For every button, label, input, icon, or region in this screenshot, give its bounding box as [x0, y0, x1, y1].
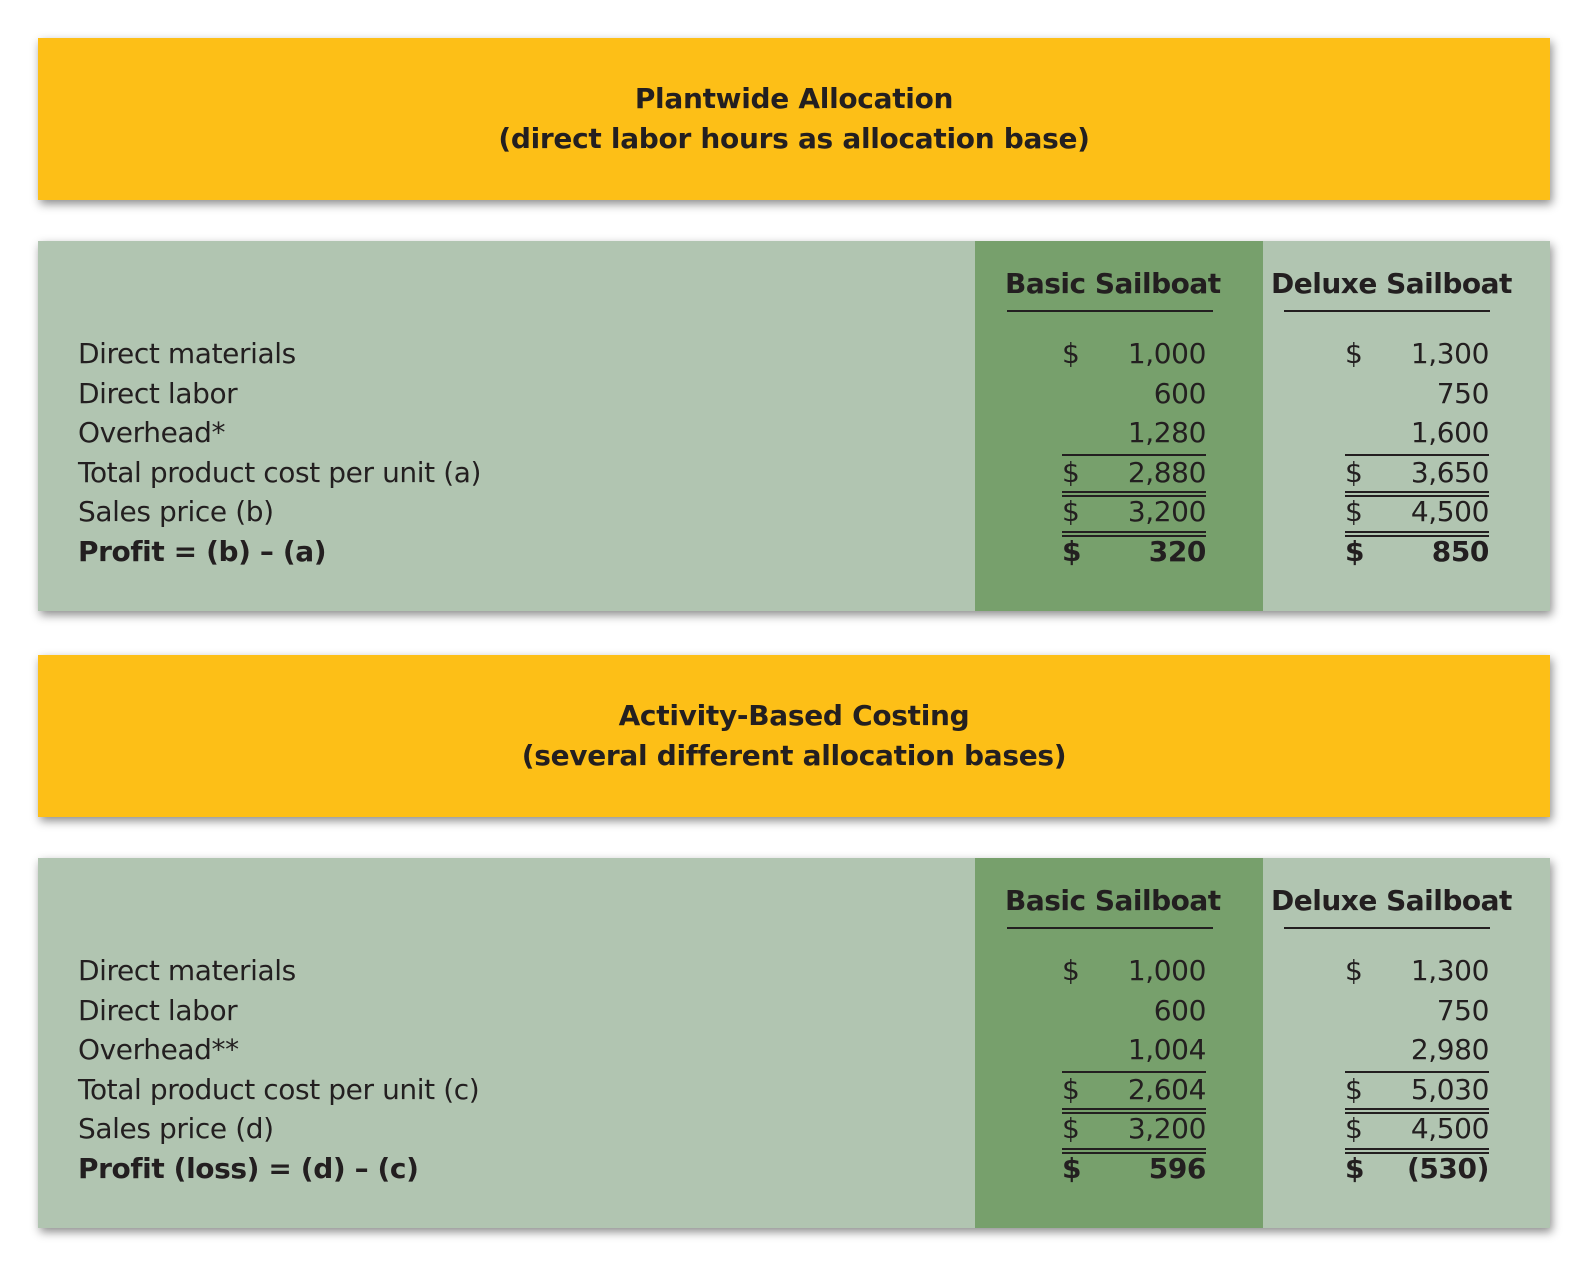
banner-title: Plantwide Allocation — [634, 82, 954, 115]
basic-profit-value: $ 596 — [1062, 1152, 1206, 1185]
basic-overhead-value: 1,280 — [1127, 416, 1206, 449]
row-label-total-product-cost: Total product cost per unit (c) — [78, 1073, 480, 1106]
basic-direct-labor-value: 600 — [1153, 377, 1206, 410]
deluxe-total-cost-value: $ 5,030 — [1345, 1073, 1489, 1106]
basic-sales-price-value: $ 3,200 — [1062, 1112, 1206, 1145]
deluxe-direct-labor-value: 750 — [1436, 994, 1489, 1027]
activity-based-costing-banner — [38, 655, 1550, 817]
column-header-basic-sailboat: Basic Sailboat — [1005, 267, 1221, 300]
row-label-sales-price: Sales price (b) — [78, 495, 274, 528]
row-label-total-product-cost: Total product cost per unit (a) — [78, 456, 482, 489]
deluxe-profit-value: $ 850 — [1345, 535, 1489, 568]
column-header-deluxe-sailboat: Deluxe Sailboat — [1271, 267, 1512, 300]
basic-direct-materials-value: $ 1,000 — [1062, 954, 1206, 987]
deluxe-overhead-value: 2,980 — [1410, 1033, 1489, 1066]
deluxe-total-cost-value: $ 3,650 — [1345, 456, 1489, 489]
row-label-profit-loss: Profit (loss) = (d) – (c) — [78, 1152, 419, 1185]
row-label-overhead: Overhead* — [78, 416, 226, 449]
column-header-basic-sailboat: Basic Sailboat — [1005, 884, 1221, 917]
basic-total-cost-value: $ 2,604 — [1062, 1073, 1206, 1106]
banner-subtitle: (direct labor hours as allocation base) — [498, 122, 1090, 155]
subtotal-rule — [1345, 454, 1489, 456]
deluxe-direct-materials-value: $ 1,300 — [1345, 954, 1489, 987]
basic-direct-materials-value: $ 1,000 — [1062, 337, 1206, 370]
row-label-overhead: Overhead** — [78, 1033, 239, 1066]
deluxe-sales-price-value: $ 4,500 — [1345, 495, 1489, 528]
plantwide-allocation-banner — [38, 38, 1550, 200]
basic-sales-price-value: $ 3,200 — [1062, 495, 1206, 528]
plantwide-allocation-table — [38, 241, 1550, 611]
double-rule — [1062, 1108, 1206, 1114]
column-header-underline — [1284, 310, 1490, 312]
double-rule — [1345, 1108, 1489, 1114]
banner-subtitle: (several different allocation bases) — [521, 739, 1067, 772]
subtotal-rule — [1062, 454, 1206, 456]
basic-direct-labor-value: 600 — [1153, 994, 1206, 1027]
subtotal-rule — [1062, 1071, 1206, 1073]
row-label-direct-labor: Direct labor — [78, 994, 238, 1027]
row-label-direct-materials: Direct materials — [78, 954, 296, 987]
basic-profit-value: $ 320 — [1062, 535, 1206, 568]
row-label-direct-labor: Direct labor — [78, 377, 238, 410]
column-header-underline — [1284, 927, 1490, 929]
row-label-sales-price: Sales price (d) — [78, 1112, 274, 1145]
activity-based-costing-table — [38, 858, 1550, 1228]
subtotal-rule — [1345, 1071, 1489, 1073]
deluxe-overhead-value: 1,600 — [1410, 416, 1489, 449]
column-header-underline — [1007, 927, 1213, 929]
basic-overhead-value: 1,004 — [1127, 1033, 1206, 1066]
column-header-deluxe-sailboat: Deluxe Sailboat — [1271, 884, 1512, 917]
banner-title: Activity-Based Costing — [618, 699, 970, 732]
double-rule — [1062, 531, 1206, 537]
deluxe-sales-price-value: $ 4,500 — [1345, 1112, 1489, 1145]
column-header-underline — [1007, 310, 1213, 312]
double-rule — [1345, 491, 1489, 497]
deluxe-profit-value: $ (530) — [1345, 1152, 1489, 1185]
double-rule — [1062, 491, 1206, 497]
deluxe-direct-labor-value: 750 — [1436, 377, 1489, 410]
basic-total-cost-value: $ 2,880 — [1062, 456, 1206, 489]
row-label-profit: Profit = (b) – (a) — [78, 535, 327, 568]
double-rule — [1345, 1148, 1489, 1154]
double-rule — [1062, 1148, 1206, 1154]
deluxe-direct-materials-value: $ 1,300 — [1345, 337, 1489, 370]
double-rule — [1345, 531, 1489, 537]
row-label-direct-materials: Direct materials — [78, 337, 296, 370]
